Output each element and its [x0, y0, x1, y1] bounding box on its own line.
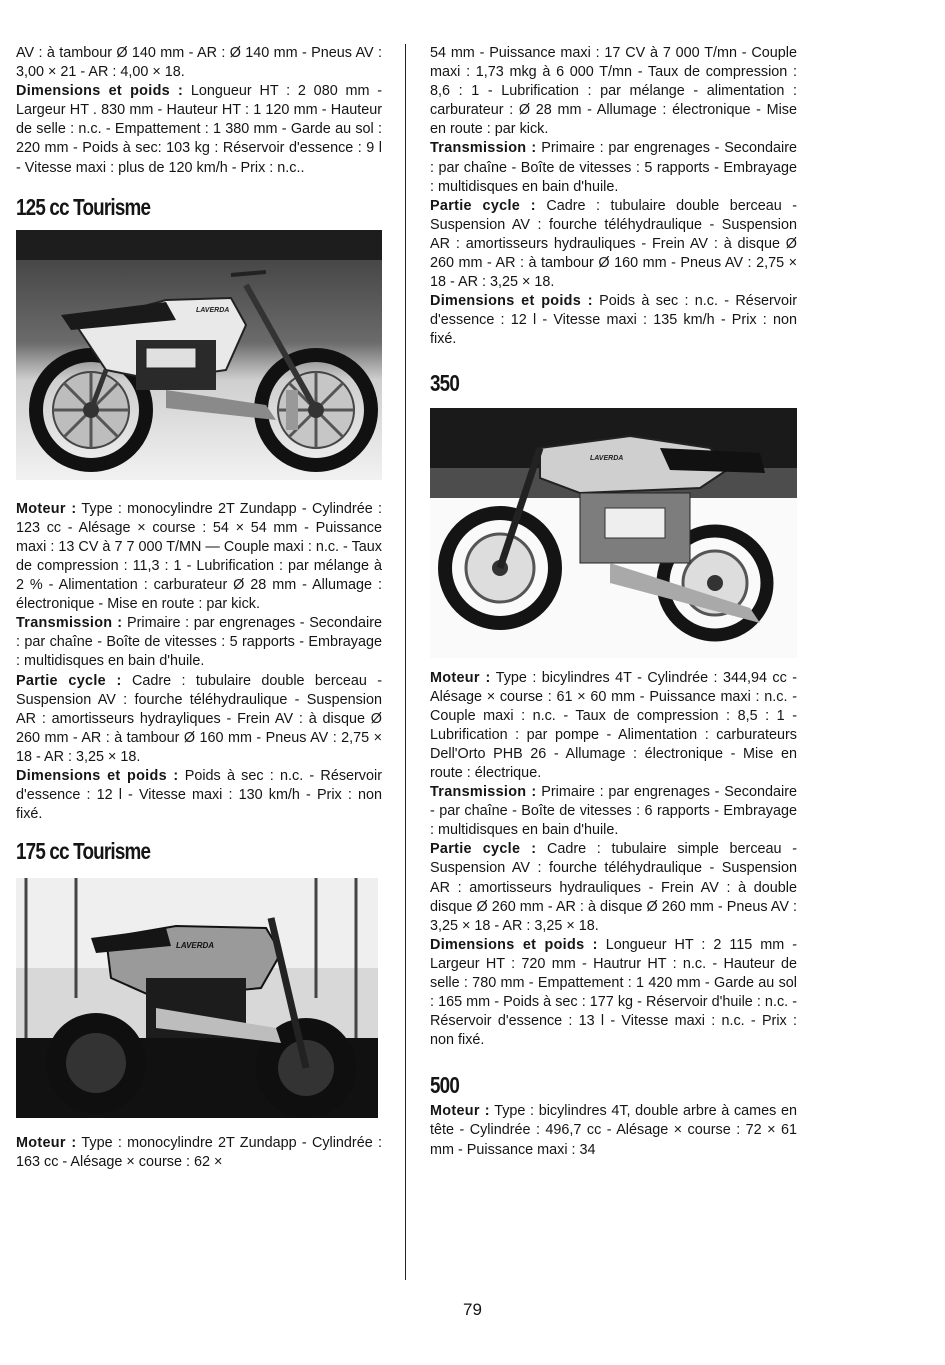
dim-125-label: Dimensions et poids :: [16, 767, 179, 784]
moteur-175-label: Moteur :: [16, 1135, 77, 1152]
cycle-a-text: Cadre : tubulaire double berceau - Suspension AV : fourche téléhydraulique - Suspension AR : amortisseurs hydrauliques - Frein AV : à disque Ø 260 mm - AR : à tambour Ø 160 mm - Pneus AV : 2,75 × 18 - AR : 3,25 × 18.: [430, 197, 797, 291]
trans-a-text: Primaire : par engrenages - Secondaire : par chaîne - Boîte de vitesses : 5 rapports - Embrayage : multidisques en bain d'huile.: [430, 140, 797, 195]
photo-125-motorcycle: [16, 230, 382, 480]
cycle-350-label: Partie cycle :: [430, 841, 537, 858]
trans-125-paragraph: [16, 614, 382, 671]
moteur-175-paragraph: [16, 1134, 382, 1172]
cycle-350-text: Cadre : tubulaire simple berceau - Suspension AV : fourche téléhydraulique - Suspension AR : amortisseurs hydrauliques - Frein AV : à double disque Ø 260 mm - AR : à disque Ø 260 mm - Pneus AV : 3,25 × 18 - AR : 3,25 × 18.: [430, 841, 798, 934]
moteur-125-label: Moteur :: [16, 500, 77, 517]
moteur-500-paragraph: [430, 1102, 797, 1159]
left-intro-dim-label: Dimensions et poids :: [16, 83, 184, 100]
moteur-500-text: Type : bicylindres 4T, double arbre à cames en tête - Cylindrée : 496,7 cc - Alésage × course : 72 × 61 mm - Puissance maxi : 34: [430, 1103, 797, 1158]
cycle-125-text: Cadre : tubulaire double berceau - Suspension AV : fourche téléhydraulique - Suspension AR : amortisseurs hydrayliques - Frein AV : à disque Ø 260 mm - AR : à tambour Ø 160 mm - Pneus AV : 2,75 × 18 - AR : 3,25 × 18.: [16, 672, 382, 765]
column-divider: [405, 44, 406, 1280]
dim-a-text: Poids à sec : n.c. - Réservoir d'essence : 12 l - Vitesse maxi : 135 km/h - Prix : non fixé.: [430, 293, 797, 348]
heading-175-tourisme: 175 cc Tourisme: [16, 838, 151, 865]
right-intro-text: 54 mm - Puissance maxi : 17 CV à 7 000 T/mn - Couple maxi : 1,73 mkg à 6 000 T/mn - Taux de compression : 8,6 : 1 - Lubrification : par mélange - alimentation : carburateur : Ø 28 mm - Allumage : électronique - Mise en route : par kick.: [430, 45, 797, 138]
moteur-350-label: Moteur :: [430, 669, 491, 686]
tank-logo-125: LAVERDA: [196, 306, 230, 314]
tank-logo-175: LAVERDA: [176, 941, 215, 951]
left-intro-text: AV : à tambour Ø 140 mm - AR : Ø 140 mm - Pneus AV : 3,00 × 21 - AR : 4,00 × 18.: [16, 45, 382, 81]
moteur-350-text: Type : bicylindres 4T - Cylindrée : 344,94 cc - Alésage × course : 61 × 60 mm - Puissance maxi : n.c. - Couple maxi : n.c. - Taux de compression : 8,5 : 1 - Lubrification : par pompe - Alimentation : carburateurs Dell'Orto PHB 26 - Allumage : électronique - Mise en route : électrique.: [430, 669, 797, 781]
dim-a-label: Dimensions et poids :: [430, 293, 593, 310]
cycle-a-label: Partie cycle :: [430, 197, 536, 214]
cycle-125-label: Partie cycle :: [16, 672, 122, 689]
left-intro-dim-text: Longueur HT : 2 080 mm - Largeur HT . 830 mm - Hauteur HT : 1 120 mm - Hauteur de selle : n.c. - Empattement : 1 380 mm - Garde au sol : 220 mm - Poids à sec: 103 kg : Réservoir d'essence : 9 l - Vitesse maxi : plus de 120 km/h - Prix : n.c..: [16, 83, 382, 176]
trans-350-label: Transmission :: [430, 784, 537, 801]
cycle-125-paragraph: [16, 672, 382, 767]
dim-350-label: Dimensions et poids :: [430, 936, 598, 953]
trans-350-paragraph: [430, 783, 797, 840]
moteur-500-label: Moteur :: [430, 1103, 490, 1120]
dim-a-paragraph: [430, 292, 797, 349]
tank-logo-350: LAVERDA: [590, 454, 624, 462]
dim-350-text: Longueur HT : 2 115 mm - Largeur HT : 720 mm - Hautrur HT : n.c. - Hauteur de selle : 780 mm - Empattement : 1 420 mm - Garde au sol : 165 mm - Poids à sec : 177 kg - Réservoir d'huile : n.c. - Réservoir d'essence : 13 l - Vitesse maxi : n.c. - Prix : non fixé.: [430, 936, 798, 1049]
photo-175-motorcycle: [16, 878, 378, 1118]
moteur-125-paragraph: [16, 500, 382, 615]
trans-125-label: Transmission :: [16, 615, 123, 632]
heading-350: 350: [430, 369, 460, 396]
cycle-a-paragraph: [430, 197, 797, 292]
moteur-175-text: Type : monocylindre 2T Zundapp - Cylindrée : 163 cc - Alésage × course : 62 ×: [16, 1135, 382, 1171]
photo-350-motorcycle: [430, 408, 797, 658]
page-number: 79: [463, 1300, 482, 1319]
heading-125-tourisme: 125 cc Tourisme: [16, 193, 151, 220]
trans-350-text: Primaire : par engrenages - Secondaire - par chaîne - Boîte de vitesses : 6 rapports - Embrayage : multidisques en bain d'huile.: [430, 784, 797, 839]
right-column: [430, 44, 797, 1160]
trans-a-paragraph: [430, 139, 797, 196]
dim-125-paragraph: [16, 767, 382, 824]
left-intro-paragraph: [16, 44, 382, 178]
dim-125-text: Poids à sec : n.c. - Réservoir d'essence : 12 l - Vitesse maxi : 130 km/h - Prix : non fixé.: [16, 767, 382, 823]
trans-a-label: Transmission :: [430, 140, 537, 157]
moteur-125-text: Type : monocylindre 2T Zundapp - Cylindrée : 123 cc - Alésage × course : 54 × 54 mm - Puissance maxi : 13 CV à 7 7 000 T/MN — Couple maxi : n.c. - Taux de compression : 11,3 : 1 - Lubrification : par mélange à 2 % - Alimentation : carburateur Ø 28 mm - Allumage : électronique - Mise en route : par kick.: [16, 500, 382, 613]
dim-350-paragraph: [430, 936, 797, 1051]
moteur-350-paragraph: [430, 669, 797, 784]
cycle-350-paragraph: [430, 840, 797, 935]
right-intro-paragraph: [430, 44, 797, 139]
left-column: [16, 44, 382, 1172]
trans-125-text: Primaire : par engrenages - Secondaire : par chaîne - Boîte de vitesses : 5 rapports - Embrayage : multidisques en bain d'huile.: [16, 615, 382, 670]
heading-500: 500: [430, 1072, 460, 1099]
